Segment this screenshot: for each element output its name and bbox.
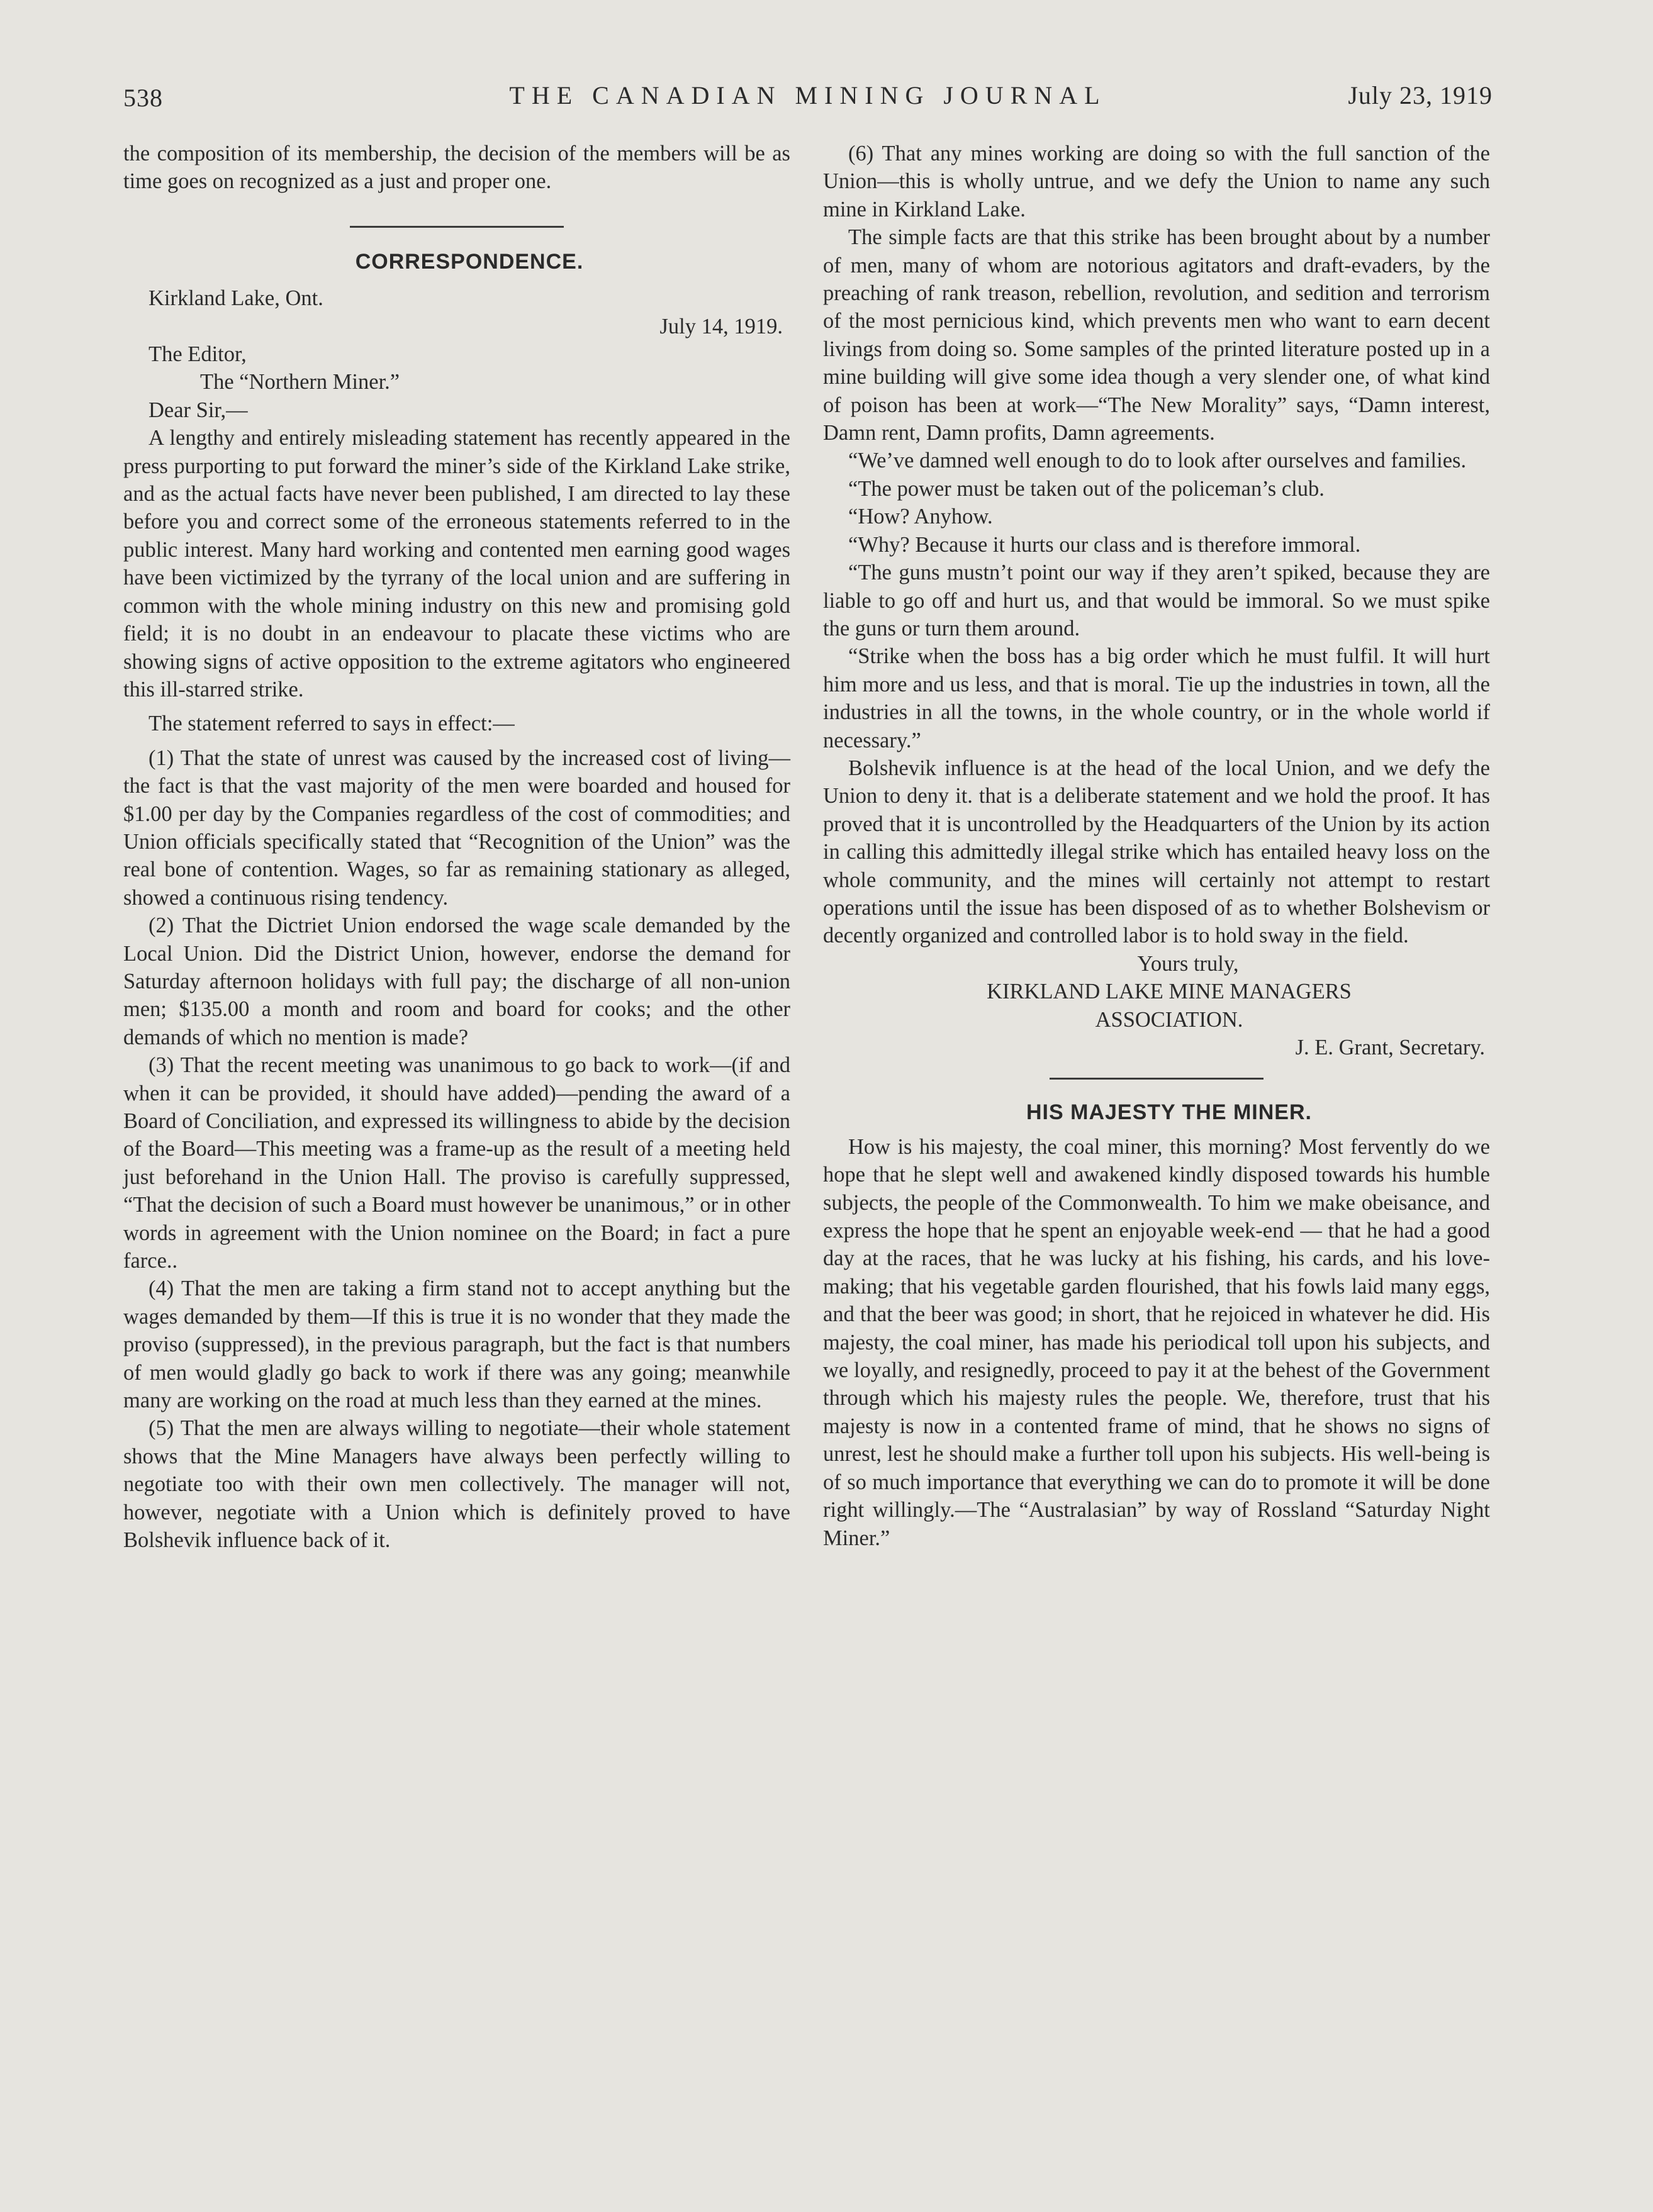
correspondence-heading: CORRESPONDENCE. xyxy=(355,249,584,274)
quoted-paragraph: “The guns mustn’t point our way if they aren’t spiked, because they are liable to go off and hurt us, and that would be immoral. So we must spike the guns or turn them around. xyxy=(823,561,1490,640)
salutation-paper: The “Northern Miner.” xyxy=(200,370,400,394)
salutation-editor: The Editor, xyxy=(148,342,247,367)
quoted-paragraph: “Why? Because it hurts our class and is therefore immoral. xyxy=(848,532,1361,557)
closing-association: ASSOCIATION. xyxy=(1095,1007,1243,1032)
letter-place: Kirkland Lake, Ont. xyxy=(148,286,323,311)
closing-signature: J. E. Grant, Secretary. xyxy=(1295,1036,1485,1059)
issue-date: July 23, 1919 xyxy=(1348,81,1493,109)
letter-paragraph: (3) That the recent meeting was unanimous to go back to work—(if and when it can be provided, it should have added)—pending the award of a Board of Conciliation, and expressed its willingness to abide by the decision of the Board—This meeting was a frame-up as the result of a meeting held just beforehand in the Union Hall. The proviso is carefully suppressed, “That the decision of such a Board must however be unanimous,” or in other words in agreement with the Union nominee on the Board; in fact a pure farce.. xyxy=(123,1053,790,1273)
right-column xyxy=(823,140,1490,1552)
letter-paragraph: A lengthy and entirely misleading statement has recently appeared in the press purporting to put forward the miner’s side of the Kirkland Lake strike, and as the actual facts have never been published, I am directed to lay these before you and correct some of the erroneous statements referred to in the public interest. Many hard working and contented men earning good wages have been victimized by the tyrrany of the local union and are suffering in common with the whole mining industry on this new and promising gold field; it is no doubt in an endeavour to placate these victims who are showing signs of active opposition to the extreme agitators who engineered this ill-starred strike. xyxy=(123,426,790,701)
closing-association-name: KIRKLAND LAKE MINE MANAGERS xyxy=(987,980,1352,1004)
letter-paragraph: (1) That the state of unrest was caused by the increased cost of living—the fact is that the vast majority of the men were boarded and housed for $1.00 per day by the Companies regardless of the cost of commodities; and Union officials specifically stated that “Recognition of the Union” was the real bone of contention. Wages, so far as remaining stationary as alleged, showed a continuous rising tendency. xyxy=(123,746,790,910)
letter-paragraph: Bolshevik influence is at the head of the local Union, and we defy the Union to deny it. that is a deliberate statement and we hold the proof. It has proved that it is uncontrolled by the Headquarters of the Union by its action in calling this admittedly illegal strike which has entailed heavy loss on the whole community, and the mines will certainly not attempt to restart operations until the issue has been disposed of as to whether Bolshevism or decently organized and controlled labor is to hold sway in the field. xyxy=(823,756,1490,948)
article-paragraph: How is his majesty, the coal miner, this morning? Most fervently do we hope that he slept well and awakened kindly disposed towards his humble subjects, the people of the Commonwealth. To him we make obeisance, and express the hope that he spent an enjoyable week-end — that he had a good day at the races, that he was lucky at his fishing, his cards, and his love-making; that his vegetable garden flourished, that his fowls laid many eggs, and that the beer was good; in short, that he rejoiced in whatever he did. His majesty, the coal miner, has made his periodical toll upon his subjects, and we loyally, and resignedly, proceed to pay it at the behest of the Government through which his majesty rules the people. We, therefore, trust that his majesty is now in a contented frame of mind, that he shows no signs of unrest, lest he should make a further toll upon his subjects. His well-being is of so much importance that everything we can do to promote it will be done right willingly.—The “Australasian” by way of Rossland “Saturday Night Miner.” xyxy=(823,1134,1490,1550)
closing-yours-truly: Yours truly, xyxy=(1137,951,1239,976)
letter-paragraph: The statement referred to says in effect:— xyxy=(148,712,515,736)
left-column xyxy=(123,140,790,1555)
quoted-paragraph: “How? Anyhow. xyxy=(848,505,993,529)
salutation-dear: Dear Sir,— xyxy=(148,398,248,422)
article-heading: HIS MAJESTY THE MINER. xyxy=(1026,1100,1312,1125)
quoted-paragraph: “The power must be taken out of the policeman’s club. xyxy=(848,476,1325,501)
page-number: 538 xyxy=(123,84,163,112)
journal-title: THE CANADIAN MINING JOURNAL xyxy=(509,81,1107,109)
quoted-paragraph: “We’ve damned well enough to do to look after ourselves and families. xyxy=(848,449,1467,473)
letter-paragraph: The simple facts are that this strike has been brought about by a number of men, many of whom are notorious agitators and draft-evaders, by the preaching of rank treason, rebellion, revolution, and sedition and terrorism of the most pernicious kind, which prevents men who want to earn decent livings from doing so. Some samples of the printed literature posted up in a mine building will give some idea though a very slender one, of what kind of poison has been at work—“The New Morality” says, “Damn interest, Damn rent, Damn profits, Damn agreements. xyxy=(823,225,1490,445)
letter-date: July 14, 1919. xyxy=(659,314,783,338)
section-divider xyxy=(1050,1078,1264,1080)
section-divider xyxy=(350,226,564,228)
continued-paragraph: the composition of its membership, the decision of the members will be as time goes on recognized as a just and proper one. xyxy=(123,142,790,194)
letter-paragraph: (4) That the men are taking a firm stand not to accept anything but the wages demanded by them—If this is true it is no wonder that they made the proviso (suppressed), in the previous paragraph, but the fact is that numbers of men would gladly go back to work if there was any going; meanwhile many are working on the road at much less than they earned at the mines. xyxy=(123,1276,790,1413)
letter-paragraph: (5) That the men are always willing to negotiate—their whole statement shows that the Mine Managers have always been perfectly willing to negotiate too with their own men collectively. The manager will not, however, negotiate with a Union which is definitely proved to have Bolshevik influence back of it. xyxy=(123,1416,790,1553)
letter-paragraph: (2) That the Dictriet Union endorsed the wage scale demanded by the Local Union. Did the District Union, however, endorse the demand for Saturday afternoon holidays with full pay; the discharge of all non-union men; $135.00 a month and room and board for cooks; and the other demands of which no mention is made? xyxy=(123,913,790,1049)
quoted-paragraph: “Strike when the boss has a big order which he must fulfil. It will hurt him more and us less, and that is moral. Tie up the industries in town, all the industries in all the towns, in the whole country, or in the whole world if necessary.” xyxy=(823,644,1490,752)
letter-paragraph: (6) That any mines working are doing so with the full sanction of the Union—this is wholly untrue, and we defy the Union to name any such mine in Kirkland Lake. xyxy=(823,142,1490,221)
page-header xyxy=(123,81,1493,118)
